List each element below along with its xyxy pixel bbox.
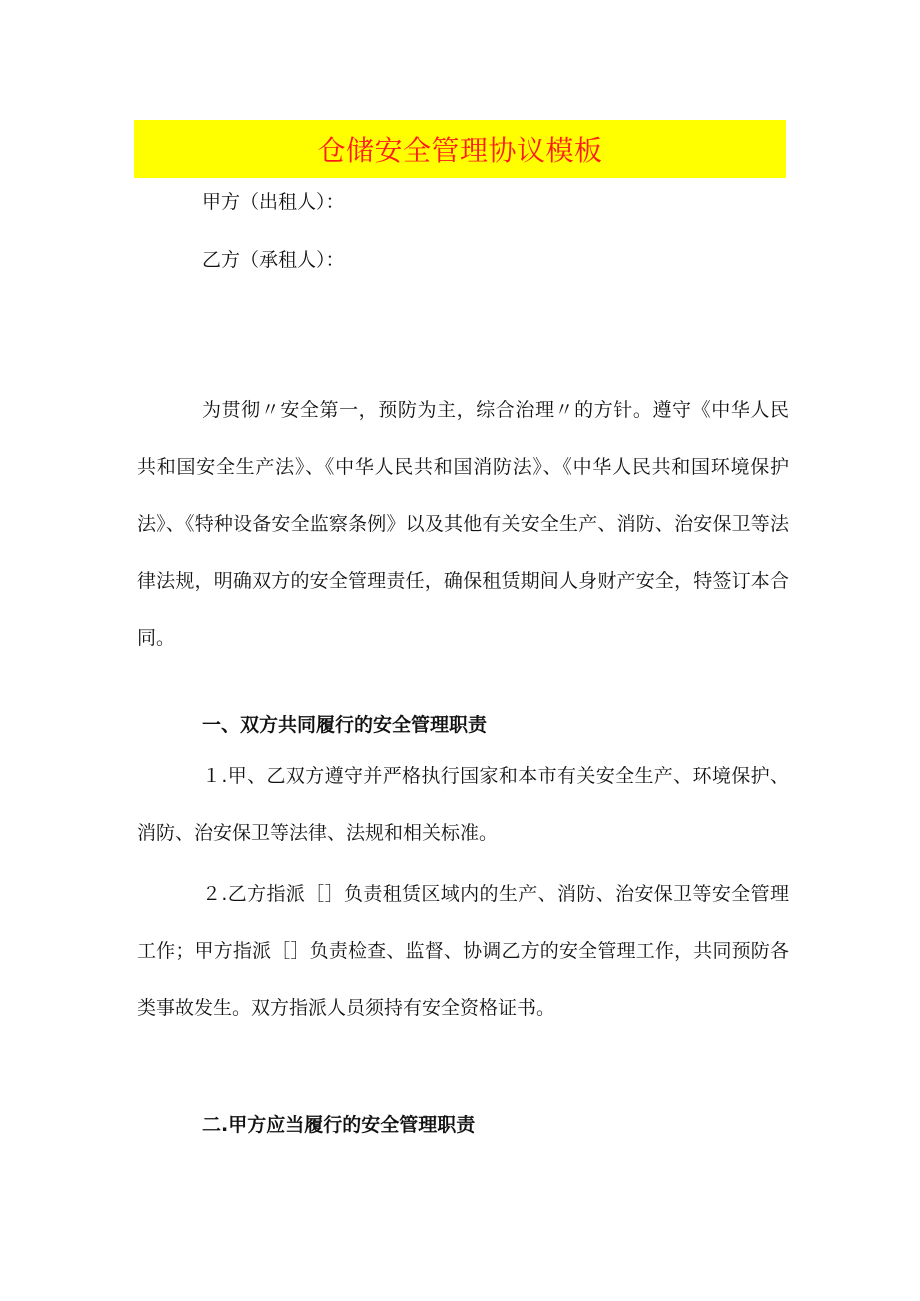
document-title: 仓储安全管理协议模板 [317, 134, 603, 167]
section-2-heading: 二.甲方应当履行的安全管理职责 [202, 1114, 476, 1136]
section-1-item-1: １.甲、乙双方遵守并严格执行国家和本市有关安全生产、环境保护、消防、治安保卫等法律、法规和相关标准。 [137, 765, 789, 844]
party-a-line: 甲方（出租人）： [202, 191, 345, 213]
intro-paragraph: 为贯彻〃安全第一，预防为主，综合治理〃的方针。遵守《中华人民共和国安全生产法》、《中华人民共和国消防法》、《中华人民共和国环境保护法》、《特种设备安全监察条例》以及其他有关安全生产、消防、治安保卫等法律法规，明确双方的安全管理责任，确保租赁期间人身财产安全，特签订本合同。 [137, 399, 789, 649]
section-1-item-2: ２.乙方指派［］负责租赁区域内的生产、消防、治安保卫等安全管理工作；甲方指派［］负责检查、监督、协调乙方的安全管理工作，共同预防各类事故发生。双方指派人员须持有安全资格证书。 [137, 883, 789, 1019]
title-highlight-bar [134, 120, 786, 178]
section-1-heading: 一、双方共同履行的安全管理职责 [202, 714, 488, 736]
party-b-line: 乙方（承租人）： [202, 249, 345, 271]
